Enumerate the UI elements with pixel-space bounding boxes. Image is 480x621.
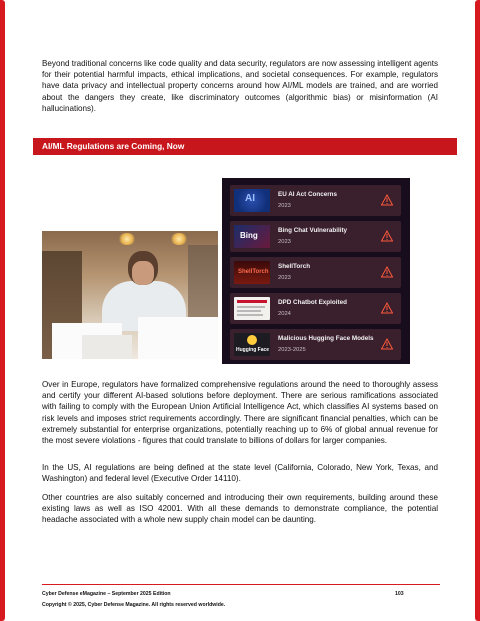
incident-title: ShellTorch: [278, 263, 311, 270]
section-banner: [33, 138, 457, 155]
incident-card: [230, 257, 401, 288]
dpd-article-thumbnail: [234, 297, 270, 320]
footer-edition: Cyber Defense eMagazine – September 2025 Edition: [42, 591, 171, 597]
incident-title: Bing Chat Vulnerability: [278, 227, 348, 234]
warning-triangle-icon: [381, 338, 393, 350]
europe-paragraph: Over in Europe, regulators have formalized comprehensive regulations around the need to thoroughly assess and certify your different AI-based solutions before deployment. There are serious ramifications associated with failing to comply with the European Union Artificial Intelligence Act, which classifies AI systems based on risk levels and imposes strict requirements accordingly. There are significant financial penalties, which can be extremely substantial for enterprise organizations, potentially reaching up to 6% of global annual revenue for the most severe violations - figures that could translate to billions of dollars for larger companies.: [42, 380, 438, 446]
bing-thumbnail: Bing: [234, 225, 270, 248]
right-red-edge: [475, 0, 480, 621]
hugging-face-emoji-icon: [247, 335, 257, 345]
incident-card: [230, 185, 401, 216]
incident-title: DPD Chatbot Exploited: [278, 299, 347, 306]
footer-copyright: Copyright © 2025, Cyber Defense Magazine. All rights reserved worldwide.: [42, 602, 226, 608]
warning-triangle-icon: [381, 302, 393, 314]
hugging-face-thumbnail: Hugging Face: [234, 333, 270, 356]
section-heading: AI/ML Regulations are Coming, Now: [42, 141, 185, 151]
incident-title: Malicious Hugging Face Models: [278, 335, 374, 342]
incident-year: 2023: [278, 275, 291, 281]
footer-divider: [42, 584, 440, 585]
page-number: 103: [395, 591, 404, 597]
warning-triangle-icon: [381, 230, 393, 242]
incident-year: 2024: [278, 311, 291, 317]
incident-card: [230, 293, 401, 324]
incident-year: 2023: [278, 203, 291, 209]
incident-card: [230, 329, 401, 360]
warning-triangle-icon: [381, 266, 393, 278]
us-paragraph: In the US, AI regulations are being defined at the state level (California, Colorado, New York, Texas, and Washington) and federal level (Executive Order 14110).: [42, 463, 438, 484]
incident-card: [230, 221, 401, 252]
other-countries-paragraph: Other countries are also suitably concerned and introducing their own requirements, building around these existing laws as well as ISO 42001. With all these demands to demonstrate compliance, the potential headache associated with a whole new supply chain model can be daunting.: [42, 493, 438, 525]
shelltorch-thumbnail: ShellTorch: [234, 261, 270, 284]
intro-paragraph: Beyond traditional concerns like code quality and data security, regulators are now assessing intelligent agents for their potential harmful impacts, ethical implications, and societal consequences. For example, regulators have data privacy and intellectual property concerns around how AI/ML models are trained, and are worried about the dangers they create, like discriminatory outcomes (algorithmic bias) or misinformation (AI hallucinations).: [42, 59, 438, 113]
left-red-edge: [0, 0, 5, 621]
incident-year: 2023: [278, 239, 291, 245]
stressed-man-photo: [42, 231, 218, 359]
warning-triangle-icon: [381, 194, 393, 206]
incident-title: EU AI Act Concerns: [278, 191, 338, 198]
ai-incidents-panel: [222, 178, 410, 364]
eu-ai-thumbnail: AI: [234, 189, 270, 212]
incident-year: 2023-2025: [278, 347, 306, 353]
